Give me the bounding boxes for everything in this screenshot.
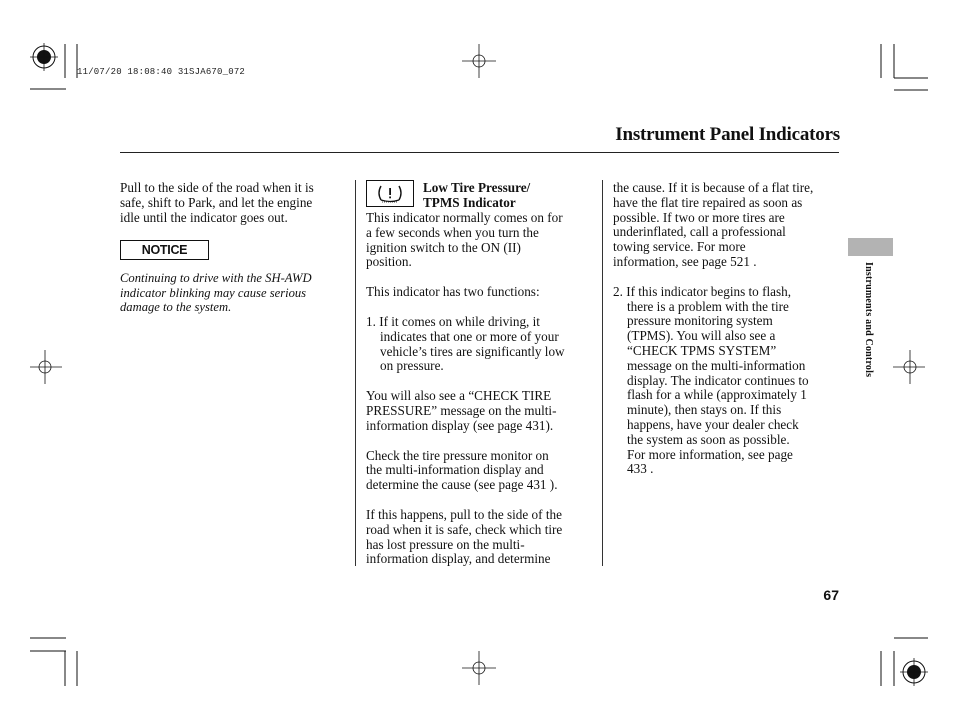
notice-line: damage to the system. — [120, 300, 232, 315]
text-line: possible. If two or more tires are — [613, 209, 785, 225]
crosshair-mark-icon — [893, 350, 925, 384]
text-line: have the flat tire repaired as soon as — [613, 194, 803, 210]
text-line: “CHECK TPMS SYSTEM” — [627, 342, 777, 358]
registration-mark-icon — [30, 43, 58, 71]
text-line: the multi-information display and — [366, 462, 544, 478]
text-line: the cause. If it is because of a flat tire, — [613, 180, 814, 195]
notice-line: Continuing to drive with the SH-AWD — [120, 271, 312, 285]
page-title: Instrument Panel Indicators — [615, 124, 840, 145]
crosshair-mark-icon — [462, 44, 496, 78]
text-line: information, see page 521 . — [613, 253, 757, 269]
page-number: 67 — [823, 587, 839, 603]
text-line: 2. If this indicator begins to flash, — [613, 283, 791, 299]
crop-marks — [30, 44, 928, 686]
text-line: For more information, see page — [627, 446, 793, 462]
text-line: Check the tire pressure monitor on — [366, 447, 549, 463]
text-line: vehicle’s tires are significantly low — [380, 343, 565, 359]
side-tab-label: Instruments and Controls — [863, 262, 874, 378]
intro-line: idle until the indicator goes out. — [120, 209, 288, 225]
heading-line: Low Tire Pressure/ — [423, 180, 531, 195]
crosshair-mark-icon — [30, 350, 62, 384]
text-line: pressure monitoring system — [627, 313, 773, 329]
text-line: If this happens, pull to the side of the — [366, 506, 562, 522]
text-line: 1. If it comes on while driving, it — [366, 313, 540, 329]
text-line: the system as soon as possible. — [627, 431, 790, 447]
notice-label: NOTICE — [120, 240, 209, 260]
text-line: road when it is safe, check which tire — [366, 521, 563, 537]
crosshair-mark-icon — [462, 651, 496, 685]
text-line: happens, have your dealer check — [627, 416, 799, 432]
text-line: message on the multi-information — [627, 357, 806, 373]
registration-mark-icon — [900, 658, 928, 686]
text-line: towing service. For more — [613, 239, 746, 255]
text-line: indicates that one or more of your — [380, 328, 559, 344]
text-line: has lost pressure on the multi- — [366, 536, 525, 552]
text-line: This indicator has two functions: — [366, 284, 540, 300]
text-line: there is a problem with the tire — [627, 298, 789, 314]
intro-line: Pull to the side of the road when it is — [120, 180, 314, 195]
notice-line: indicator blinking may cause serious — [120, 285, 307, 300]
text-line: You will also see a “CHECK TIRE — [366, 388, 552, 404]
text-line: minute), then stays on. If this — [627, 402, 782, 418]
text-line: a few seconds when you turn the — [366, 224, 539, 240]
text-line: (TPMS). You will also see a — [627, 328, 776, 344]
text-line: This indicator normally comes on for — [366, 210, 563, 225]
text-line: information display (see page 431). — [366, 417, 554, 433]
text-line: determine the cause (see page 431 ). — [366, 477, 558, 493]
text-line: 433 . — [627, 461, 654, 477]
heading-line: TPMS Indicator — [423, 194, 516, 210]
intro-line: safe, shift to Park, and let the engine — [120, 194, 313, 210]
text-line: display. The indicator continues to — [627, 372, 809, 388]
print-stamp: 11/07/20 18:08:40 31SJA670_072 — [77, 67, 246, 77]
text-line: PRESSURE” message on the multi- — [366, 402, 557, 418]
text-line: information display, and determine — [366, 551, 551, 567]
text-line: flash for a while (approximately 1 — [627, 387, 807, 403]
text-line: on pressure. — [380, 358, 444, 374]
text-line: underinflated, call a professional — [613, 224, 786, 240]
text-line: ignition switch to the ON (II) — [366, 239, 521, 255]
text-line: position. — [366, 254, 412, 270]
